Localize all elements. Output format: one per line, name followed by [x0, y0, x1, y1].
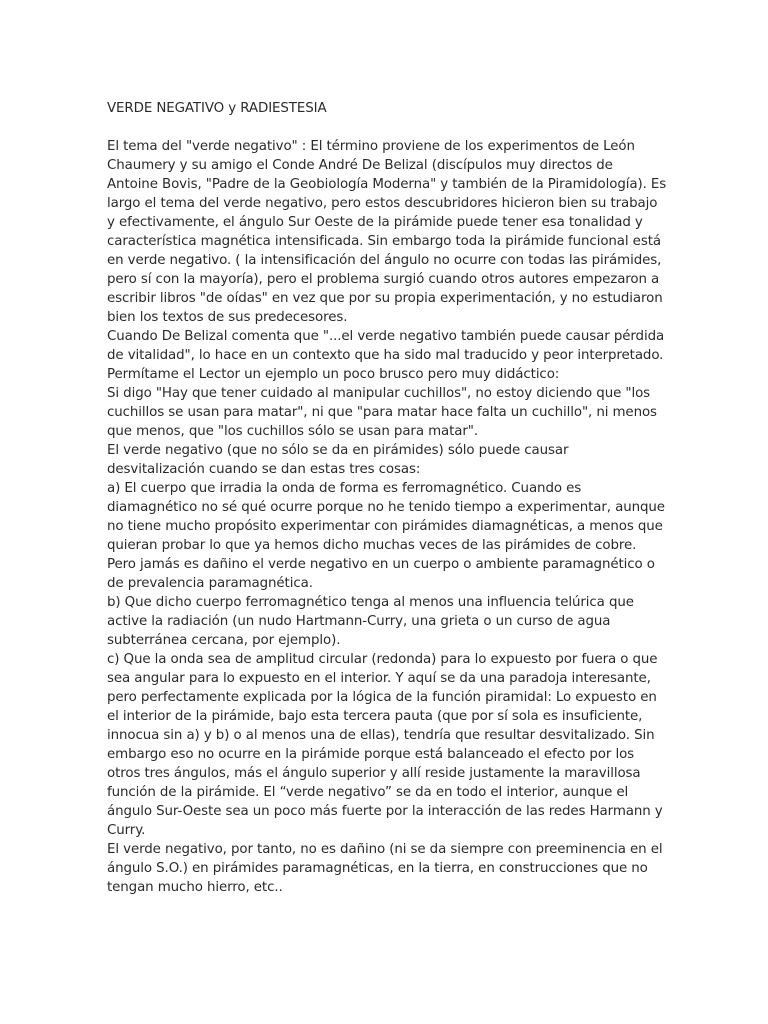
document-body [107, 137, 667, 897]
paragraph-knife-example: Si digo "Hay que tener cuidado al manipular cuchillos", no estoy diciendo que "los cuchillos se usan para matar", ni que "para matar hace falta un cuchillo", ni menos que menos, que "los cuchillos sólo se usan para matar". [107, 386, 657, 439]
paragraph-condition-a: a) El cuerpo que irradia la onda de forma es ferromagnético. Cuando es diamagnético no sé qué ocurre porque no he tenido tiempo a experimentar, aunque no tiene mucho propósito experimentar con pirámides diamagnéticas, a menos que quieran probar lo que ya hemos dicho muchas veces de las pirámides de cobre. Pero jamás es dañino el verde negativo en un cuerpo o ambiente paramagnético o de prevalencia paramagnética. [107, 481, 665, 591]
paragraph-condition-b: b) Que dicho cuerpo ferromagnético tenga al menos una influencia telúrica que active la radiación (un nudo Hartmann-Curry, una grieta o un curso de agua subterránea cercana, por ejemplo). [107, 595, 634, 648]
paragraph-condition-c: c) Que la onda sea de amplitud circular (redonda) para lo expuesto por fuera o que sea angular para lo expuesto en el interior. Y aquí se da una paradoja interesante, pero perfectamente explicada por la lógica de la función piramidal: Lo expuesto en el interior de la pirámide, bajo esta tercera pauta (que por sí sola es insuficiente, innocua sin a) y b) o al menos una de ellas), tendría que resultar desvitalizado. Sin embargo eso no ocurre en la pirámide porque está balanceado el efecto por los otros tres ángulos, más el ángulo superior y allí reside justamente la maravillosa función de la pirámide. El “verde negativo” se da en todo el interior, aunque el ángulo Sur-Oeste sea un poco más fuerte por la interacción de las redes Harmann y Curry. [107, 652, 663, 838]
document-page [107, 96, 667, 897]
paragraph-intro: El tema del "verde negativo" : El término proviene de los experimentos de León Chaumery y su amigo el Conde André De Belizal (discípulos muy directos de Antoine Bovis, "Padre de la Geobiología Moderna" y también de la Piramidología). Es largo el tema del verde negativo, pero estos descubridores hicieron bien su trabajo y efectivamente, el ángulo Sur Oeste de la pirámide puede tener esa tonalidad y característica magnética intensificada. Sin embargo toda la pirámide funcional está en verde negativo. ( la intensificación del ángulo no ocurre con todas las pirámides, pero sí con la mayoría), pero el problema surgió cuando otros autores empezaron a escribir libros "de oídas" en vez que por su propia experimentación, y no estudiaron bien los textos de sus predecesores. [107, 139, 667, 325]
paragraph-example-intro: Permítame el Lector un ejemplo un poco brusco pero muy didáctico: [107, 367, 560, 382]
paragraph-three-conditions: El verde negativo (que no sólo se da en pirámides) sólo puede causar desvitalización cuando se dan estas tres cosas: [107, 443, 569, 477]
document-title: VERDE NEGATIVO y RADIESTESIA [107, 101, 327, 116]
paragraph-belizal-quote: Cuando De Belizal comenta que "...el verde negativo también puede causar pérdida de vitalidad", lo hace en un contexto que ha sido mal traducido y peor interpretado. [107, 329, 665, 363]
paragraph-conclusion: El verde negativo, por tanto, no es dañino (ni se da siempre con preeminencia en el ángulo S.O.) en pirámides paramagnéticas, en la tierra, en construcciones que no tengan mucho hierro, etc.. [107, 842, 663, 895]
